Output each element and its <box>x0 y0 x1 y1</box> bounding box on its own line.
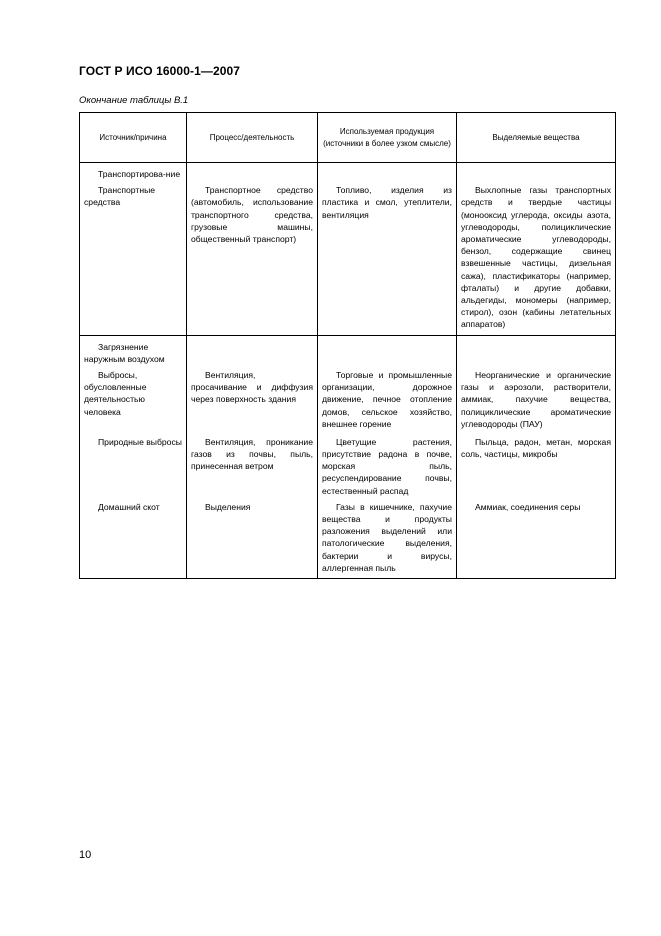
table-row <box>80 180 616 335</box>
cell-process: Вентиляция, просачивание и диффузия через поверхность здания <box>187 365 318 432</box>
cell-process: Транспортное средство (автомобиль, использование транспортного средства, грузовые машины, общественный транспорт) <box>187 180 318 335</box>
group-title-transport: Транспортирова-ние <box>80 163 187 181</box>
cell-process: Вентиляция, проникание газов из почвы, пыль, принесенная ветром <box>187 432 318 497</box>
cell-substances: Выхлопные газы транспортных средств и твердые частицы (монооксид углерода, оксиды азота, углеводороды, полициклические ароматические углеводороды, бензол, содержащие свинец взвешенные частицы, дизельная сажа), пластификаторы (например, фталаты) и другие добавки, альдегиды, мономеры (например, стирол), озон (кабины летательных аппаратов) <box>457 180 616 335</box>
cell-source: Транспортные средства <box>80 180 187 335</box>
column-header-products: Используемая продукция (источники в более узком смысле) <box>318 113 457 163</box>
group-title-outdoor-air: Загрязнение наружным воздухом <box>80 335 187 365</box>
table-row <box>80 432 616 497</box>
group-row-transport <box>80 163 616 181</box>
table-caption: Окончание таблицы В.1 <box>79 95 189 106</box>
cell-substances: Неорганические и органические газы и аэрозоли, растворители, аммиак, пахучие вещества, полициклические ароматические углеводороды (ПАУ) <box>457 365 616 432</box>
column-header-process: Процесс/деятельность <box>187 113 318 163</box>
cell-process: Выделения <box>187 497 318 579</box>
table-header-row <box>80 113 616 163</box>
cell-substances: Пыльца, радон, метан, морская соль, частицы, микробы <box>457 432 616 497</box>
column-header-source: Источник/причина <box>80 113 187 163</box>
table-row <box>80 365 616 432</box>
cell-substances: Аммиак, соединения серы <box>457 497 616 579</box>
table-row <box>80 497 616 579</box>
cell-products: Торговые и промышленные организации, дорожное движение, печное отопление домов, сельское хозяйство, внешнее горение <box>318 365 457 432</box>
cell-products: Топливо, изделия из пластика и смол, утеплители, вентиляция <box>318 180 457 335</box>
group-row-outdoor-air <box>80 335 616 365</box>
cell-source: Домашний скот <box>80 497 187 579</box>
cell-source: Природные выбросы <box>80 432 187 497</box>
cell-source: Выбросы, обусловленные деятельностью человека <box>80 365 187 432</box>
cell-products: Газы в кишечнике, пахучие вещества и продукты разложения выделений или патологические выделения, бактерии и вирусы, аллергенная пыль <box>318 497 457 579</box>
cell-products: Цветущие растения, присутствие радона в почве, морская пыль, ресуспендирование почвы, естественный распад <box>318 432 457 497</box>
document-header: ГОСТ Р ИСО 16000-1—2007 <box>79 64 241 78</box>
page-number: 10 <box>79 849 92 861</box>
column-header-substances: Выделяемые вещества <box>457 113 616 163</box>
substances-table <box>79 112 616 579</box>
